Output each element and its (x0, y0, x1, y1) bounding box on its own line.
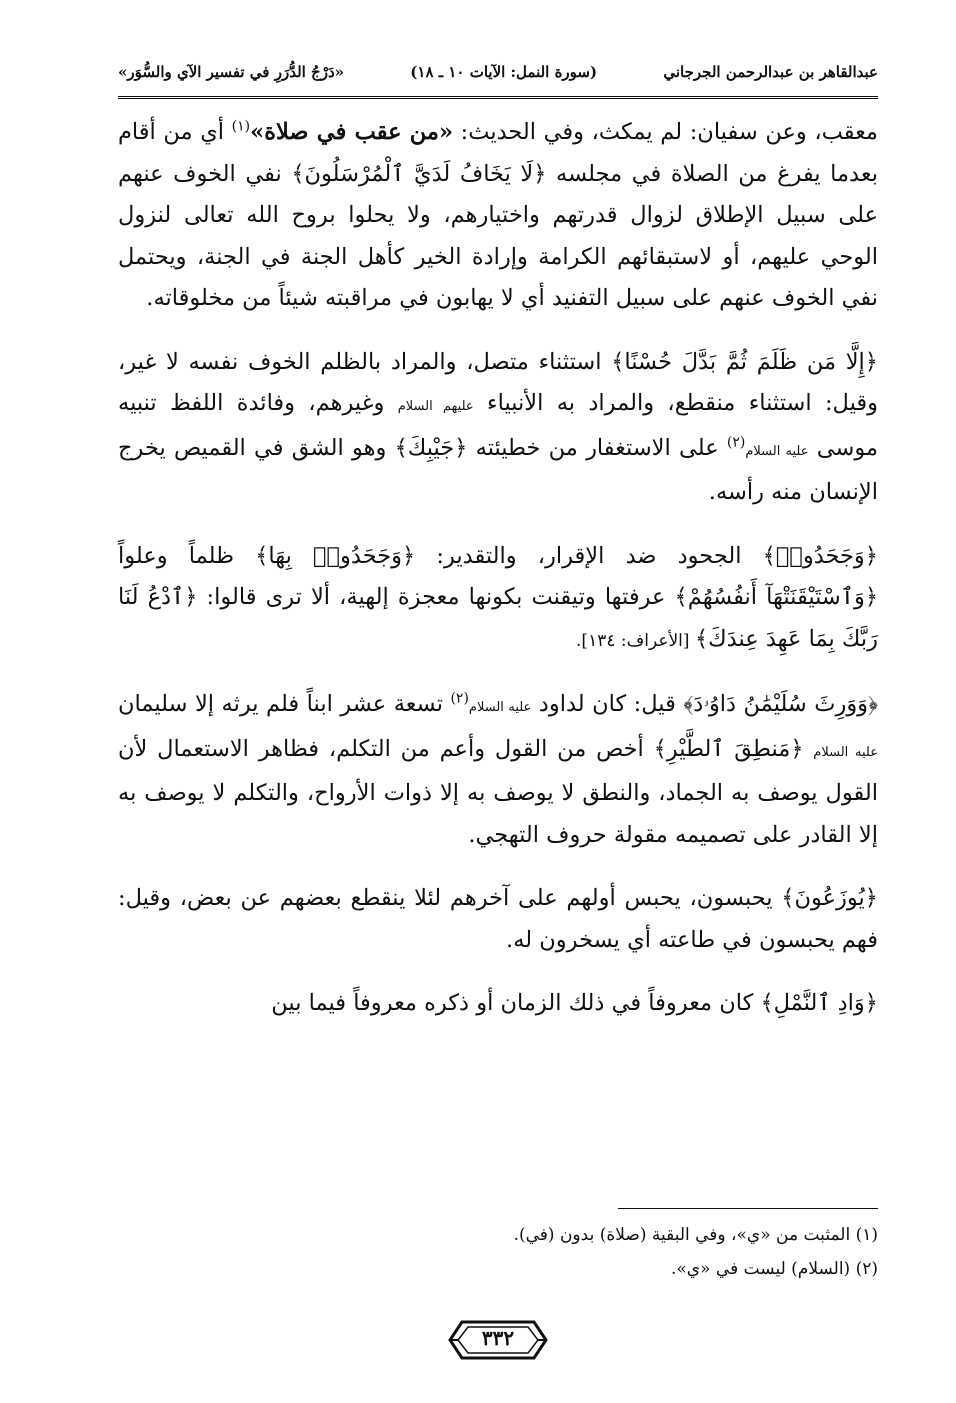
verse-reference: [الأعراف: ١٣٤]. (576, 630, 695, 651)
footnote-ref: (٢) (450, 690, 469, 707)
header-rule (118, 96, 878, 99)
hadith-quote: «من عقب في صلاة» (250, 119, 454, 145)
quran-quote: ﴿لَا يَخَافُ لَدَيَّ ٱلْمُرْسَلُونَ﴾ (291, 160, 547, 187)
quran-quote: ﴿ٱدْعُ لَنَا رَبَّكَ بِمَا عَهِدَ عِندَكَ﴾ (118, 584, 878, 652)
quran-quote: ﴿وَادِ ٱلنَّمْلِ﴾ (760, 990, 878, 1016)
honorific: عليه السلام (813, 744, 878, 760)
footnote-ref: (١) (231, 118, 251, 135)
paragraph: معقب، وعن سفيان: لم يمكث، وفي الحديث: «من عقب في صلاة»$^{(١)}$ أي من أقام بعدما يفرغ من الصلاة في مجلسه ﴿لَا يَخَافُ لَدَيَّ ٱلْمُرْسَلُونَ﴾ نفي الخوف عنهم على سبيل الإطلاق لزوال قدرتهم واختيارهم، ولا يحلوا بروح الله تعالى لنزول الوحي عليهم، أو لاستبقائهم الكرامة وإرادة الخير كأهل الجنة في الجنة، ويحتمل نفي الخوف عنهم على سبيل التفنيد أي لا يهابون في مراقبته شيئاً من مخلوقاته. (118, 118, 878, 311)
paragraph: ﴿وَجَحَدُوا۟﴾ الجحود ضد الإقرار، والتقدير: ﴿وَجَحَدُوا۟ بِهَا﴾ ظلماً وعلواً ﴿وَٱسْتَيْقَنَتْهَآ أَنفُسُهُمْ﴾ عرفتها وتيقنت بكونها معجزة إلهية، ألا ترى قالوا: ﴿ٱدْعُ لَنَا رَبَّكَ بِمَا عَهِدَ عِندَكَ﴾ [الأعراف: ١٣٤]. (118, 542, 879, 652)
running-header (118, 52, 878, 92)
honorific: عليه السلام (745, 443, 809, 459)
header-book-title: «دَرْجُ الدُّرَرِ في تفسير الآي والسُّوَر» (118, 63, 345, 81)
header-author: عبدالقاهر بن عبدالرحمن الجرجاني (663, 63, 878, 81)
paragraph: ﴿وَادِ ٱلنَّمْلِ﴾ كان معروفاً في ذلك الزمان أو ذكره معروفاً فيما بين (271, 990, 878, 1016)
paragraph: ﴿وَوَرِثَ سُلَيْمَٰنُ دَاوُۥدَ﴾ قيل: كان لداود عليه السلام$^{(٢)}$ تسعة عشر ابناً فلم يرثه إلا سليمان عليه السلام ﴿مَنطِقَ ٱلطَّيْرِ﴾ أخص من القول وأعم من التكلم، فظاهر الاستعمال لأن القول يوصف به الجماد، والنطق لا يوصف به إلا ذوات الأرواح، والتكلم لا يوصف به إلا القادر على تصميمه مقولة حروف التهجي. (118, 690, 879, 848)
paragraph: ﴿إِلَّا مَن ظَلَمَ ثُمَّ بَدَّلَ حُسْنًا﴾ استثناء متصل، والمراد بالظلم الخوف نفسه لا غير، وقيل: استثناء منقطع، والمراد به الأنبياء عليهم السلام وغيرهم، وفائدة اللفظ تنبيه موسى عليه السلام$^{(٢)}$ على الاستغفار من خطيئته ﴿جَيْبِكَ﴾ وهو الشق في القميص يخرج الإنسان منه رأسه. (118, 348, 879, 505)
quran-quote: ﴿وَجَحَدُوا۟﴾ (762, 542, 878, 569)
footnote-rule (618, 1208, 878, 1209)
page-number: ٣٣٢ (481, 1326, 515, 1350)
quran-quote: ﴿جَيْبِكَ﴾ (394, 434, 468, 461)
footnote-ref: (٢) (726, 434, 746, 450)
header-surah: (سورة النمل: الآيات ١٠ ـ ١٨) (410, 63, 598, 81)
quran-quote: ﴿وَجَحَدُوا۟ بِهَا﴾ (255, 542, 416, 569)
honorific: عليه السلام (468, 700, 532, 715)
footnote: (٢) (السلام) ليست في «ي». (670, 1259, 878, 1279)
quran-quote: ﴿وَٱسْتَيْقَنَتْهَآ أَنفُسُهُمْ﴾ (674, 584, 879, 610)
page-number-ornament (448, 1316, 548, 1364)
honorific: عليهم السلام (397, 399, 474, 414)
quran-quote: ﴿يُوزَعُونَ﴾ (781, 885, 878, 911)
footnotes (118, 1218, 878, 1286)
quran-quote: ﴿إِلَّا مَن ظَلَمَ ثُمَّ بَدَّلَ حُسْنًا﴾ (611, 348, 878, 375)
quran-quote: ﴿وَوَرِثَ سُلَيْمَٰنُ دَاوُۥدَ﴾ (683, 691, 879, 717)
paragraph: ﴿يُوزَعُونَ﴾ يحبسون، يحبس أولهم على آخرهم لئلا ينقطع بعضهم عن بعض، وقيل: فهم يحبسون في طاعته أي يسخرون له. (118, 885, 878, 953)
quran-quote: ﴿مَنطِقَ ٱلطَّيْرِ﴾ (653, 735, 804, 762)
footnote: (١) المثبت من «ي»، وفي البقية (صلاة) بدون (في). (513, 1225, 878, 1245)
main-text (118, 112, 878, 1047)
